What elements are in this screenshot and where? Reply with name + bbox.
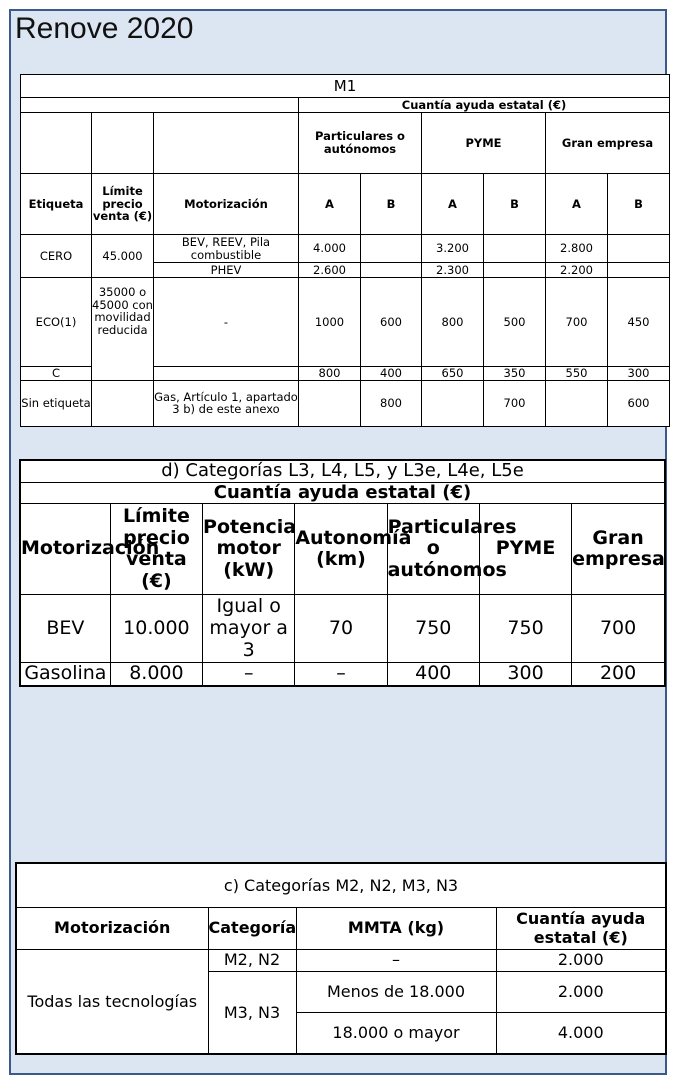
m1-table bbox=[20, 74, 670, 427]
m1-cell: 800 bbox=[299, 367, 361, 381]
m1-cell bbox=[484, 263, 546, 278]
m1-cero-limit: 45.000 bbox=[92, 235, 154, 278]
m1-cell: 300 bbox=[608, 367, 670, 381]
m1-cero-label: CERO bbox=[21, 235, 92, 278]
m1-group-particulares: Particulares o autónomos bbox=[299, 113, 422, 174]
l-cell: 8.000 bbox=[110, 663, 202, 686]
m1-cell: 700 bbox=[546, 278, 608, 367]
m1-cell: 400 bbox=[361, 367, 422, 381]
m1-eco-limit: 35000 o 45000 con movilidad reducida bbox=[92, 278, 154, 381]
m1-eco-motor: - bbox=[154, 278, 299, 367]
m1-col-a: A bbox=[546, 174, 608, 235]
m1-group-pyme: PYME bbox=[422, 113, 546, 174]
table-row bbox=[16, 949, 666, 971]
m1-cell: 700 bbox=[484, 380, 546, 426]
m1-cell: 600 bbox=[608, 380, 670, 426]
m1-col-motorizacion: Motorización bbox=[154, 174, 299, 235]
m1-cell bbox=[422, 380, 484, 426]
m2-col-motorizacion: Motorización bbox=[16, 907, 208, 949]
m1-cell: 450 bbox=[608, 278, 670, 367]
m1-cero1-motor: BEV, REEV, Pila combustible bbox=[154, 235, 299, 263]
l-cell: 750 bbox=[387, 595, 479, 663]
m1-cell: 1000 bbox=[299, 278, 361, 367]
m1-aid-header: Cuantía ayuda estatal (€) bbox=[299, 98, 670, 113]
m1-cero2-motor: PHEV bbox=[154, 263, 299, 278]
m1-cell: 2.300 bbox=[422, 263, 484, 278]
m2-cat1: M2, N2 bbox=[208, 949, 296, 971]
m2-motor: Todas las tecnologías bbox=[16, 949, 208, 1054]
m1-cell bbox=[299, 380, 361, 426]
l-cell: 70 bbox=[295, 595, 387, 663]
m1-cell: 4.000 bbox=[299, 235, 361, 263]
l-cell: 700 bbox=[572, 595, 665, 663]
l-col-potencia: Potencia motor (kW) bbox=[203, 504, 295, 595]
m1-col-a: A bbox=[299, 174, 361, 235]
m1-cell: 500 bbox=[484, 278, 546, 367]
l-cell: BEV bbox=[20, 595, 110, 663]
m2-val3: 4.000 bbox=[496, 1012, 666, 1054]
m1-col-b: B bbox=[608, 174, 670, 235]
l-aid-header: Cuantía ayuda estatal (€) bbox=[20, 482, 665, 504]
l-cell: 10.000 bbox=[110, 595, 202, 663]
m2-caption: c) Categorías M2, N2, M3, N3 bbox=[16, 863, 666, 907]
m1-col-etiqueta: Etiqueta bbox=[21, 174, 92, 235]
m1-cell: 2.200 bbox=[546, 263, 608, 278]
m1-eco-label: ECO(1) bbox=[21, 278, 92, 367]
l-categories-table bbox=[19, 459, 666, 687]
table-row bbox=[20, 663, 665, 686]
l-cell: Igual o mayor a 3 bbox=[203, 595, 295, 663]
l-caption: d) Categorías L3, L4, L5, y L3e, L4e, L5e bbox=[20, 460, 665, 482]
table-row bbox=[21, 235, 670, 263]
m1-cell bbox=[608, 235, 670, 263]
m1-cell: 650 bbox=[422, 367, 484, 381]
m2-col-categoria: Categoría bbox=[208, 907, 296, 949]
m1-sin-label: Sin etiqueta bbox=[21, 380, 92, 426]
m1-cell: 800 bbox=[422, 278, 484, 367]
l-cell: 300 bbox=[479, 663, 571, 686]
l-col-autonomia: Autonomía (km) bbox=[295, 504, 387, 595]
m1-cell bbox=[608, 263, 670, 278]
m2-n2-table bbox=[15, 862, 667, 1055]
m1-col-a: A bbox=[422, 174, 484, 235]
l-cell: – bbox=[203, 663, 295, 686]
m2-mmta3: 18.000 o mayor bbox=[296, 1012, 496, 1054]
table-row bbox=[21, 278, 670, 367]
page-title: Renove 2020 bbox=[15, 12, 194, 45]
m2-mmta1: – bbox=[296, 949, 496, 971]
m1-group-gran-empresa: Gran empresa bbox=[546, 113, 670, 174]
l-col-motorizacion: Motorización bbox=[20, 504, 110, 595]
l-col-limite: Límite precio venta (€) bbox=[110, 504, 202, 595]
m1-cell: 800 bbox=[361, 380, 422, 426]
m2-mmta2: Menos de 18.000 bbox=[296, 971, 496, 1012]
m1-col-b: B bbox=[361, 174, 422, 235]
m2-col-cuantia: Cuantía ayuda estatal (€) bbox=[496, 907, 666, 949]
l-cell: 400 bbox=[387, 663, 479, 686]
m2-col-mmta: MMTA (kg) bbox=[296, 907, 496, 949]
l-col-gran-empresa: Gran empresa bbox=[572, 504, 665, 595]
m2-val2: 2.000 bbox=[496, 971, 666, 1012]
l-cell: – bbox=[295, 663, 387, 686]
m1-cell: 550 bbox=[546, 367, 608, 381]
m1-caption: M1 bbox=[21, 75, 670, 98]
l-cell: 200 bbox=[572, 663, 665, 686]
m2-cat2: M3, N3 bbox=[208, 971, 296, 1054]
m1-cell: 2.800 bbox=[546, 235, 608, 263]
m1-cell bbox=[546, 380, 608, 426]
m1-c-label: C bbox=[21, 367, 92, 381]
m1-sin-motor: Gas, Artículo 1, apartado 3 b) de este anexo bbox=[154, 380, 299, 426]
m1-col-b: B bbox=[484, 174, 546, 235]
m1-cell: 2.600 bbox=[299, 263, 361, 278]
m1-col-limite: Límite precio venta (€) bbox=[92, 174, 154, 235]
m1-cell bbox=[361, 263, 422, 278]
l-cell: Gasolina bbox=[20, 663, 110, 686]
m1-cell: 3.200 bbox=[422, 235, 484, 263]
table-row bbox=[20, 595, 665, 663]
l-col-pyme: PYME bbox=[479, 504, 571, 595]
l-cell: 750 bbox=[479, 595, 571, 663]
m2-val1: 2.000 bbox=[496, 949, 666, 971]
m1-cell: 350 bbox=[484, 367, 546, 381]
m1-cell bbox=[484, 235, 546, 263]
l-col-particulares: Particulares o autónomos bbox=[387, 504, 479, 595]
m1-cell bbox=[361, 235, 422, 263]
table-row bbox=[21, 380, 670, 426]
m1-cell: 600 bbox=[361, 278, 422, 367]
